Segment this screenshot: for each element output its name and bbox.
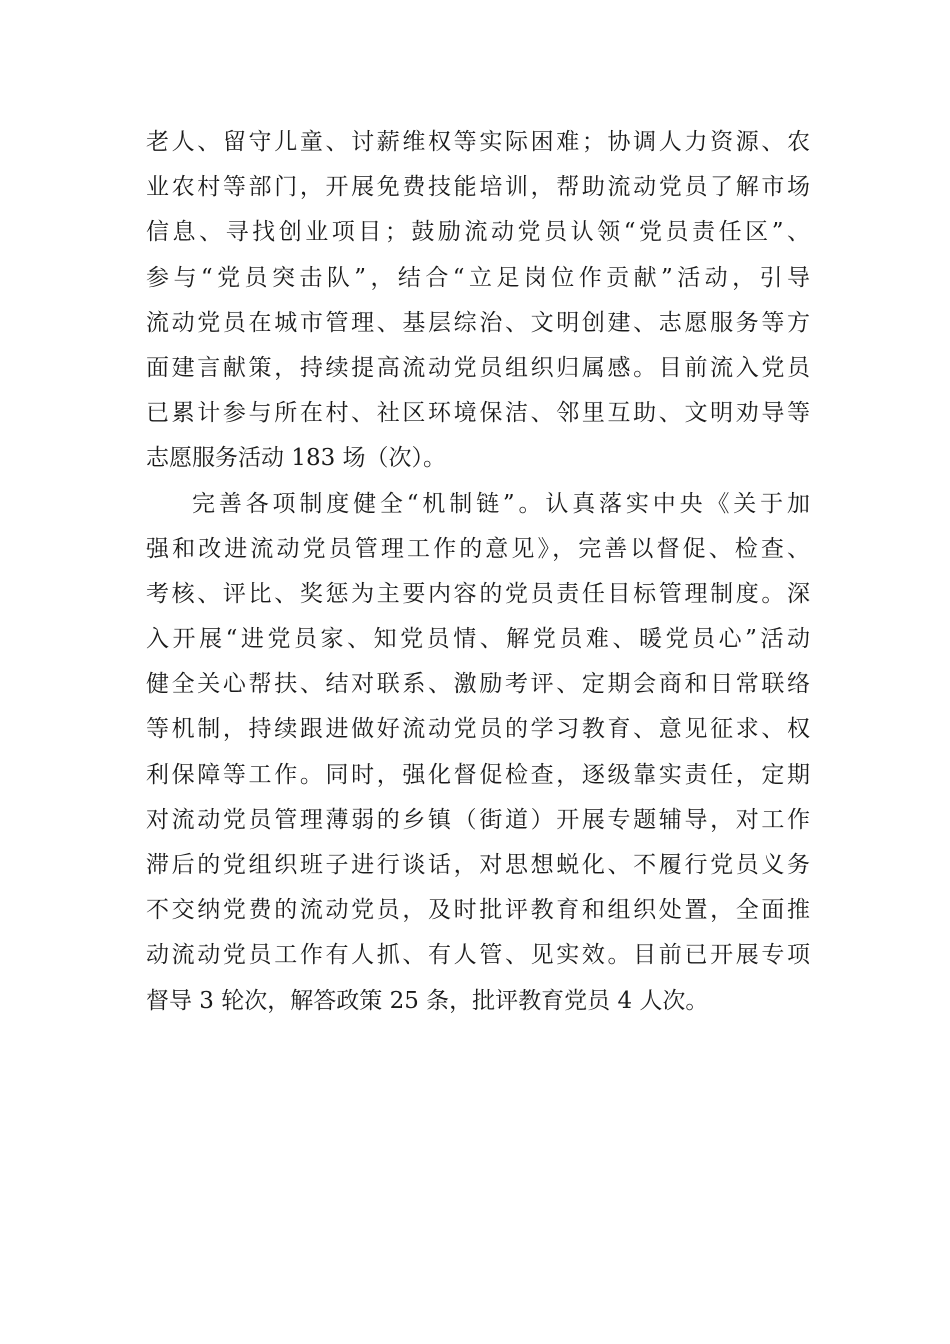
text-line: 老人、留守儿童、讨薪维权等实际困难；协调人力资源、农	[146, 129, 810, 155]
text-line: 参与“党员突击队”，结合“立足岗位作贡献”活动，引导	[146, 264, 810, 291]
text-line: 不交纳党费的流动党员，及时批评教育和组织处置，全面推	[146, 897, 810, 924]
text-line: 利保障等工作。同时，强化督促检查，逐级靠实责任，定期	[146, 761, 810, 788]
text-line: 考核、评比、奖惩为主要内容的党员责任目标管理制度。深	[146, 580, 810, 607]
text-line: 面建言献策，持续提高流动党员组织归属感。目前流入党员	[146, 354, 810, 381]
text-line: 等机制，持续跟进做好流动党员的学习教育、意见征求、权	[146, 716, 810, 743]
text-line: 志愿服务活动 183 场（次）。	[146, 445, 447, 472]
paragraph-mechanism-chain	[146, 482, 810, 1024]
text-line: 已累计参与所在村、社区环境保洁、邻里互助、文明劝导等	[146, 400, 810, 427]
text-line: 入开展“进党员家、知党员情、解党员难、暖党员心”活动	[146, 626, 810, 653]
text-line: 业农村等部门，开展免费技能培训，帮助流动党员了解市场	[146, 174, 810, 201]
text-line: 健全关心帮扶、结对联系、激励考评、定期会商和日常联络	[146, 671, 810, 698]
document-body	[146, 120, 810, 1024]
text-line: 信息、寻找创业项目；鼓励流动党员认领“党员责任区”、	[146, 219, 810, 246]
text-line: 动流动党员工作有人抓、有人管、见实效。目前已开展专项	[146, 942, 810, 969]
text-line: 对流动党员管理薄弱的乡镇（街道）开展专题辅导，对工作	[146, 806, 810, 833]
paragraph-volunteer-service	[146, 120, 810, 482]
text-line: 滞后的党组织班子进行谈话，对思想蜕化、不履行党员义务	[146, 852, 810, 878]
text-line: 强和改进流动党员管理工作的意见》，完善以督促、检查、	[146, 535, 810, 562]
text-line: 督导 3 轮次，解答政策 25 条，批评教育党员 4 人次。	[146, 987, 709, 1014]
text-line: 完善各项制度健全“机制链”。认真落实中央《关于加	[192, 490, 810, 517]
text-line: 流动党员在城市管理、基层综治、文明创建、志愿服务等方	[146, 309, 810, 336]
